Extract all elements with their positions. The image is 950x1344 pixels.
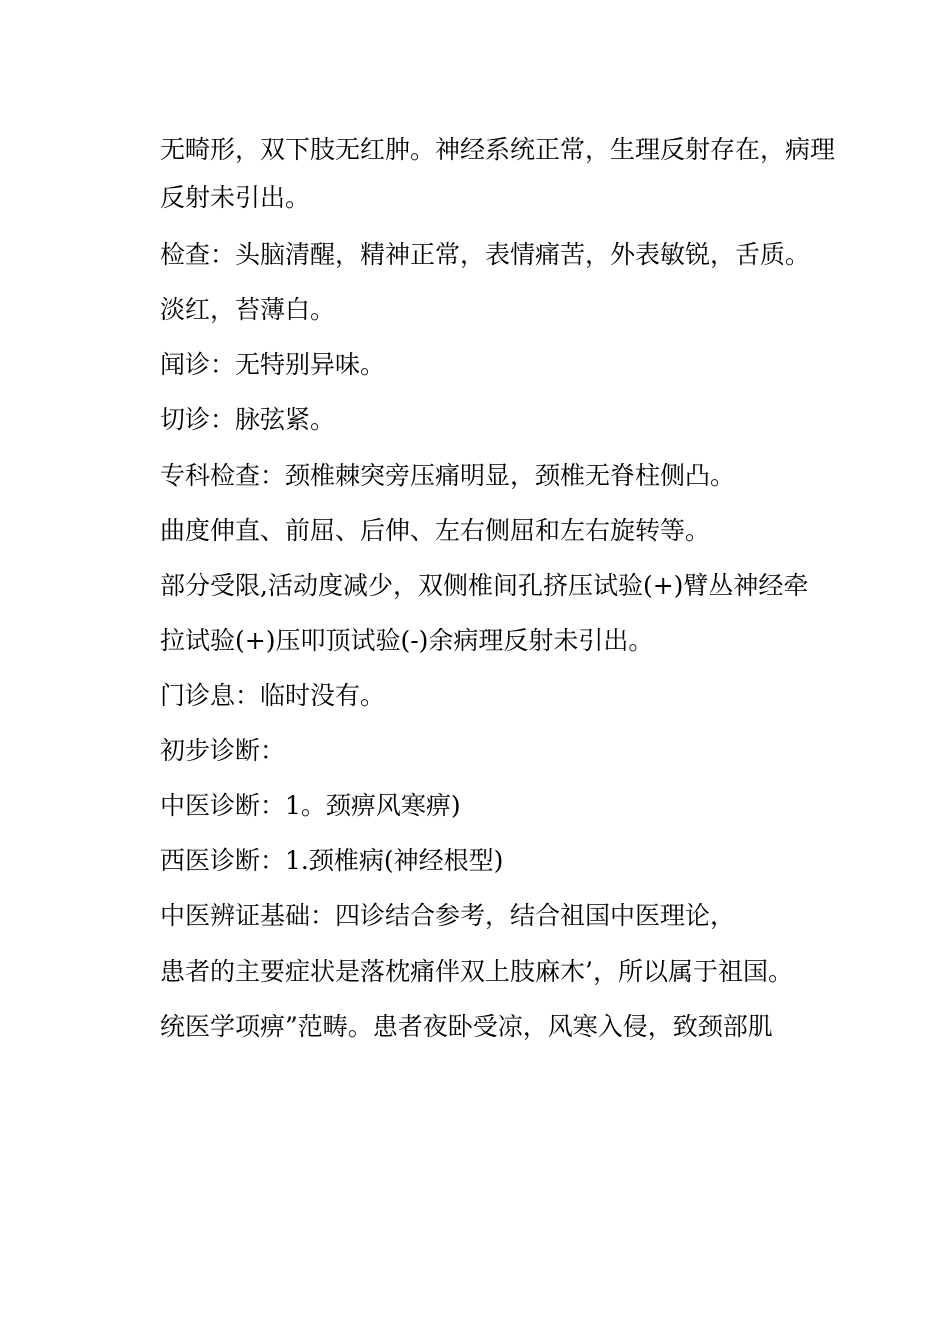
- text-line-10: 拉试验(+)压叩顶试验(-)余病理反射未引出。: [160, 626, 654, 655]
- text-line-11: 门诊息：临时没有。: [160, 681, 386, 710]
- text-line-1: 无畸形，双下肢无红肿。神经系统正常，生理反射存在，病理: [160, 135, 836, 164]
- text-line-14: 西医诊断：1.颈椎病(神经根型): [160, 846, 504, 875]
- text-line-2: 反射未引出。: [160, 183, 311, 212]
- text-line-7: 专科检查：颈椎棘突旁压痛明显，颈椎无脊柱侧凸。: [160, 461, 736, 490]
- text-line-16: 患者的主要症状是落枕痛伴双上肢麻木’，所以属于祖国。: [160, 957, 793, 986]
- text-line-8: 曲度伸直、前屈、后伸、左右侧屈和左右旋转等。: [160, 516, 711, 545]
- text-line-3: 检查：头脑清醒，精神正常，表情痛苦，外表敏锐，舌质。: [160, 240, 811, 269]
- text-line-13: 中医诊断：1。颈痹风寒痹): [160, 791, 461, 820]
- text-line-5: 闻诊：无特别异味。: [160, 350, 386, 379]
- text-line-17: 统医学项痹”范畴。患者夜卧受凉，风寒入侵，致颈部肌: [160, 1012, 773, 1041]
- text-line-12: 初步诊断：: [160, 736, 286, 765]
- text-line-15: 中医辨证基础：四诊结合参考，结合祖国中医理论，: [160, 901, 736, 930]
- text-line-9: 部分受限,活动度减少，双侧椎间孔挤压试验(+)臂丛神经牵: [160, 571, 809, 600]
- text-line-6: 切诊：脉弦紧。: [160, 405, 336, 434]
- text-line-4: 淡红，苔薄白。: [160, 295, 336, 324]
